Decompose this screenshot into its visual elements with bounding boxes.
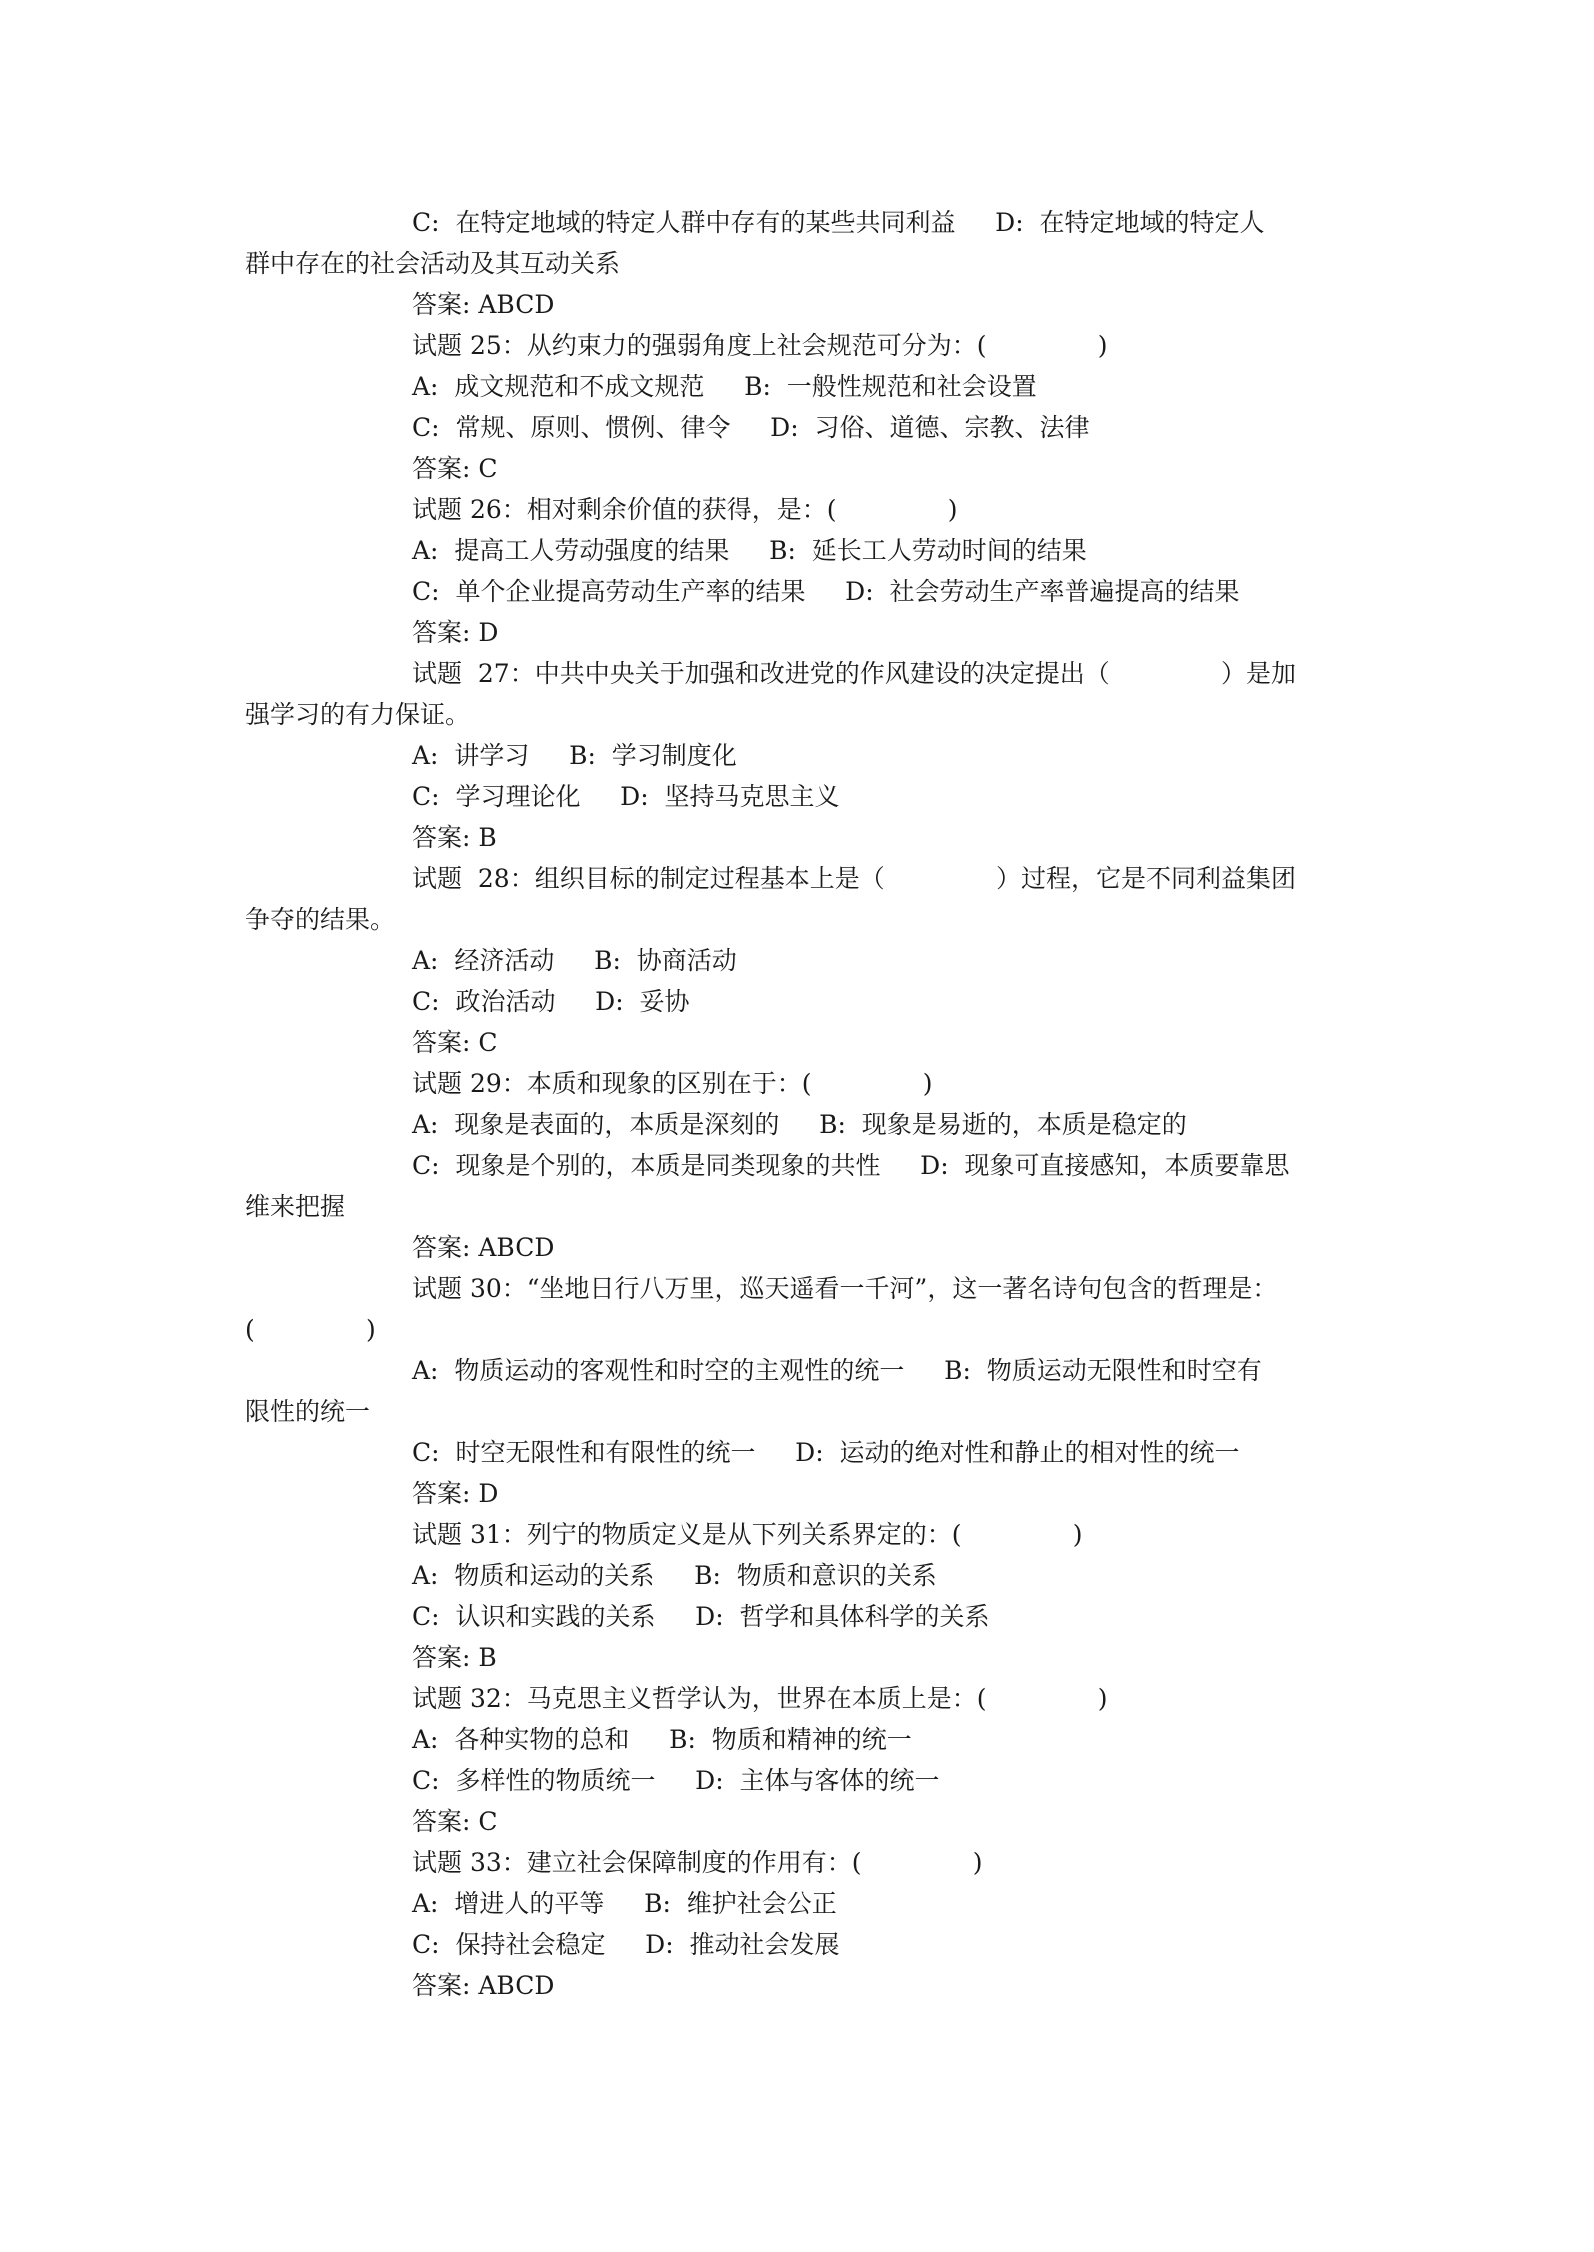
answer-line: 答案: D: [412, 1479, 499, 1508]
option-line: A: 物质运动的客观性和时空的主观性的统一 B: 物质运动无限性和时空有: [412, 1356, 1262, 1385]
continuation-line: 维来把握: [245, 1192, 346, 1221]
answer-line: 答案: ABCD: [412, 1971, 555, 2000]
answer-line: 答案: C: [412, 454, 498, 483]
continuation-line: 强学习的有力保证。: [245, 700, 471, 729]
option-line: C: 学习理论化 D: 坚持马克思主义: [412, 782, 840, 811]
option-line: A: 提高工人劳动强度的结果 B: 延长工人劳动时间的结果: [412, 536, 1087, 565]
question-stem: 试题 28：组织目标的制定过程基本上是（ ）过程，它是不同利益集团: [412, 864, 1296, 893]
question-stem: 试题 27：中共中央关于加强和改进党的作风建设的决定提出（ ）是加: [412, 659, 1296, 688]
option-line: C: 政治活动 D: 妥协: [412, 987, 690, 1016]
question-stem: 试题 25：从约束力的强弱角度上社会规范可分为：( ): [412, 331, 1108, 360]
answer-line: 答案: D: [412, 618, 499, 647]
option-line: A: 现象是表面的，本质是深刻的 B: 现象是易逝的，本质是稳定的: [412, 1110, 1187, 1139]
document-body: [245, 202, 1355, 2006]
answer-line: 答案: ABCD: [412, 1233, 555, 1262]
question-stem: 试题 29：本质和现象的区别在于：( ): [412, 1069, 933, 1098]
continuation-line: 争夺的结果。: [245, 905, 396, 934]
option-line: C: 保持社会稳定 D: 推动社会发展: [412, 1930, 840, 1959]
question-stem: 试题 26：相对剩余价值的获得，是：( ): [412, 495, 958, 524]
option-line: A: 经济活动 B: 协商活动: [412, 946, 737, 975]
option-line: A: 增进人的平等 B: 维护社会公正: [412, 1889, 837, 1918]
question-stem: 试题 30：“坐地日行八万里，巡天遥看一千河”，这一著名诗句包含的哲理是：: [412, 1274, 1278, 1303]
continuation-line: ( ): [245, 1315, 376, 1344]
option-line: C: 认识和实践的关系 D: 哲学和具体科学的关系: [412, 1602, 990, 1631]
option-line: A: 讲学习 B: 学习制度化: [412, 741, 737, 770]
answer-line: 答案: C: [412, 1807, 498, 1836]
option-line: C: 多样性的物质统一 D: 主体与客体的统一: [412, 1766, 940, 1795]
option-line: A: 物质和运动的关系 B: 物质和意识的关系: [412, 1561, 937, 1590]
answer-line: 答案: B: [412, 823, 497, 852]
option-line: C: 单个企业提高劳动生产率的结果 D: 社会劳动生产率普遍提高的结果: [412, 577, 1240, 606]
option-line: A: 成文规范和不成文规范 B: 一般性规范和社会设置: [412, 372, 1037, 401]
option-line: C: 在特定地域的特定人群中存有的某些共同利益 D: 在特定地域的特定人: [412, 208, 1265, 237]
answer-line: 答案: C: [412, 1028, 498, 1057]
option-line: C: 常规、原则、惯例、律令 D: 习俗、道德、宗教、法律: [412, 413, 1090, 442]
question-stem: 试题 32：马克思主义哲学认为，世界在本质上是：( ): [412, 1684, 1108, 1713]
question-stem: 试题 31：列宁的物质定义是从下列关系界定的：( ): [412, 1520, 1083, 1549]
answer-line: 答案: ABCD: [412, 290, 555, 319]
continuation-line: 限性的统一: [245, 1397, 371, 1426]
option-line: A: 各种实物的总和 B: 物质和精神的统一: [412, 1725, 912, 1754]
question-stem: 试题 33：建立社会保障制度的作用有：( ): [412, 1848, 983, 1877]
continuation-line: 群中存在的社会活动及其互动关系: [245, 249, 621, 278]
answer-line: 答案: B: [412, 1643, 497, 1672]
option-line: C: 时空无限性和有限性的统一 D: 运动的绝对性和静止的相对性的统一: [412, 1438, 1240, 1467]
option-line: C: 现象是个别的，本质是同类现象的共性 D: 现象可直接感知，本质要靠思: [412, 1151, 1290, 1180]
